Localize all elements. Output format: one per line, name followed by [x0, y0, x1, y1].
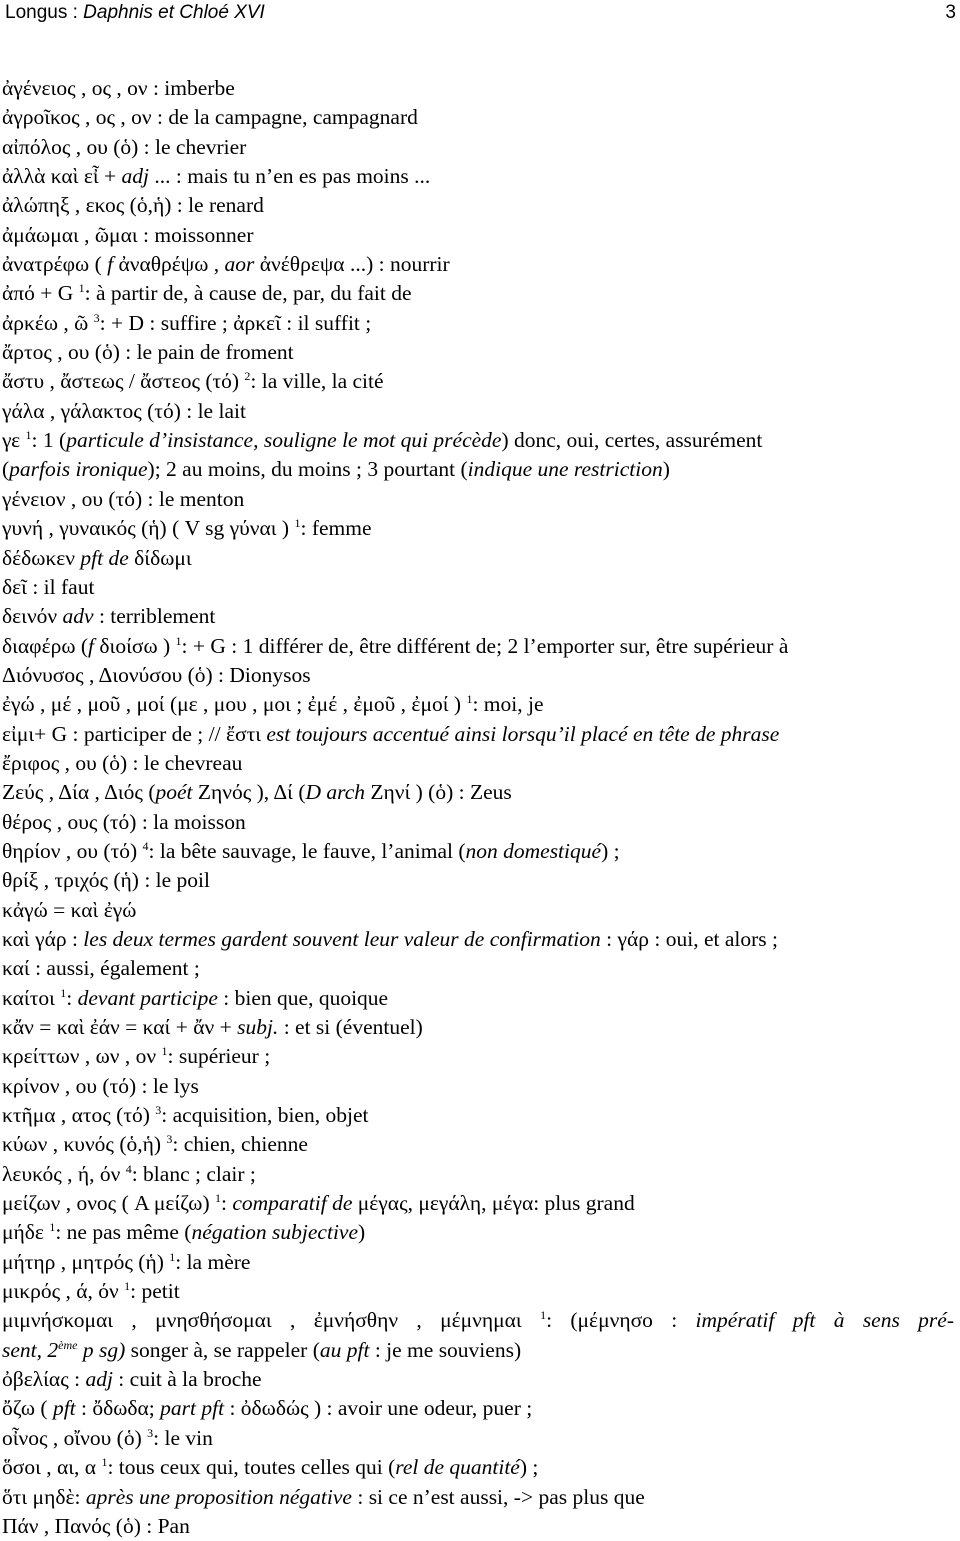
entry-text: μιμνήσκομαι , μνησθήσομαι , ἐμνήσθην , μέμνημαι [2, 1308, 541, 1333]
entry-text: ἔριφος , ου (ὁ) : le chevreau [2, 750, 243, 775]
glossary-line [2, 1277, 954, 1306]
title-prefix: Longus : [5, 2, 84, 23]
entry-text: θηρίον , ου (τό) [2, 838, 143, 863]
superscript-frequency: 3 [147, 1425, 154, 1440]
superscript-frequency: 1 [214, 1191, 221, 1206]
page-header [0, 0, 960, 30]
italic-text: part pft [160, 1396, 225, 1421]
italic-text: négation subjective [191, 1220, 359, 1245]
entry-text: ἀρκέω , ῶ [2, 310, 94, 335]
entry-text: Ζηνός ), Δί ( [192, 780, 306, 805]
italic-text: non domestiqué [465, 838, 602, 863]
entry-text: : bien que, quoique [217, 985, 389, 1010]
entry-text: δίδωμι [128, 545, 192, 570]
entry-text: ὀβελίας : [2, 1367, 86, 1392]
entry-text: : ὀδωδώς ) : avoir une odeur, puer ; [224, 1396, 533, 1421]
superscript-frequency: 1 [466, 692, 473, 707]
italic-text: après une proposition négative [85, 1484, 352, 1509]
glossary-line [2, 455, 954, 484]
entry-text: μέγας, μεγάλη, μέγα: plus grand [352, 1191, 635, 1216]
entry-text: Ζηνί ) (ὁ) : Zeus [365, 780, 512, 805]
italic-text: pft [52, 1396, 76, 1421]
entry-text: ὅτι μηδὲ: [2, 1484, 86, 1509]
entry-text: δέδωκεν [2, 545, 81, 570]
glossary-line [2, 1189, 954, 1218]
entry-text: ἄστυ , ἄστεως / ἄστεος (τό) [2, 369, 245, 394]
italic-text: devant participe [77, 985, 218, 1010]
glossary-line [2, 1394, 954, 1423]
glossary-line [2, 367, 954, 396]
entry-text: : si ce n’est aussi, -> pas plus que [351, 1484, 645, 1509]
glossary-line [2, 1248, 954, 1277]
italic-text: comparatif de [232, 1191, 353, 1216]
superscript-frequency: 1 [294, 516, 301, 531]
entry-text: : tous ceux qui, toutes celles qui ( [107, 1455, 396, 1480]
italic-text: poét [155, 780, 193, 805]
glossary-line [2, 1160, 954, 1189]
entry-text: ἀνέθρεψα ...) : nourrir [254, 252, 450, 277]
glossary-line [2, 954, 954, 983]
entry-text: ( [2, 457, 10, 482]
glossary-line [2, 1512, 954, 1541]
entry-text: ἀπό + G [2, 281, 79, 306]
entry-text: ἀναθρέψω , [113, 252, 225, 277]
glossary-line [2, 984, 954, 1013]
superscript-frequency: ème [58, 1337, 78, 1352]
glossary-line [2, 133, 954, 162]
entry-text: μήδε [2, 1220, 50, 1245]
entry-text: καίτοι [2, 985, 61, 1010]
entry-text: ) ; [601, 838, 620, 863]
entry-text: : le vin [153, 1425, 213, 1450]
entry-text: θέρος , ους (τό) : la moisson [2, 809, 246, 834]
glossary-line [2, 925, 954, 954]
entry-text: κρείττων , ων , ον [2, 1044, 162, 1069]
entry-text: : la mère [175, 1249, 251, 1274]
glossary-line [2, 837, 954, 866]
superscript-frequency: 3 [155, 1103, 162, 1118]
entry-text: μήτηρ , μητρός (ἡ) [2, 1249, 170, 1274]
entry-text: οἶνος , οἴνου (ὁ) [2, 1425, 148, 1450]
italic-text: indique une restriction [467, 457, 663, 482]
entry-text: ) donc, oui, certes, assurément [501, 428, 763, 453]
italic-text: est toujours accentué ainsi lorsqu’il placé en tête de phrase [266, 721, 780, 746]
italic-text: f [88, 633, 95, 658]
entry-text: ἀγροῖκος , ος , ον : de la campagne, campagnard [2, 105, 418, 130]
glossary-line [2, 1336, 954, 1365]
glossary-line [2, 749, 954, 778]
entry-text: ) [358, 1220, 366, 1245]
entry-text: : ne pas même ( [55, 1220, 192, 1245]
glossary-line [2, 426, 954, 455]
glossary-line [2, 866, 954, 895]
entry-text: κτῆμα , ατος (τό) [2, 1103, 156, 1128]
entry-text: κἄν = καὶ ἐάν = καί + ἄν + [2, 1015, 238, 1039]
glossary-line [2, 544, 954, 573]
entry-text: Ζεύς , Δία , Διός ( [2, 780, 156, 805]
italic-text: adj [121, 164, 149, 189]
glossary-line [2, 778, 954, 807]
entry-text: ); 2 au moins, du moins ; 3 pourtant ( [147, 457, 468, 482]
italic-text: aor [224, 252, 255, 277]
italic-text: sent, 2 [2, 1337, 59, 1362]
entry-text: : la bête sauvage, le fauve, l’animal ( [148, 838, 466, 863]
entry-text: ἀμάωμαι , ῶμαι : moissonner [2, 222, 254, 247]
glossary-line [2, 397, 954, 426]
entry-text: δεῖ : il faut [2, 574, 95, 599]
glossary-line [2, 103, 954, 132]
entry-text: : terriblement [93, 604, 216, 629]
glossary-line [2, 602, 954, 631]
entry-text: μείζων , ονος ( A μείζω) [2, 1191, 215, 1216]
glossary-line [2, 1483, 954, 1512]
superscript-frequency: 1 [175, 633, 182, 648]
glossary-line [2, 1365, 954, 1394]
entry-text: μικρός , ά, όν [2, 1279, 125, 1304]
italic-text: parfois ironique [9, 457, 148, 482]
glossary-line [2, 1072, 954, 1101]
glossary-line [2, 1424, 954, 1453]
entry-text: : je me souviens) [369, 1337, 522, 1362]
superscript-frequency: 1 [25, 428, 32, 443]
glossary-line [2, 191, 954, 220]
italic-text: p sg) [77, 1337, 126, 1362]
glossary-line [2, 661, 954, 690]
superscript-frequency: 1 [101, 1455, 108, 1470]
entry-text: : à partir de, à cause de, par, du fait de [84, 281, 412, 306]
entry-text: : [220, 1191, 233, 1216]
entry-text: : (μέμνησο : [546, 1308, 696, 1333]
entry-text: ἐγώ , μέ , μοῦ , μοί (με , μου , μοι ; ἐμέ , ἐμοῦ , ἐμοί ) [2, 692, 467, 717]
entry-text: λευκός , ή, όν [2, 1161, 126, 1186]
entry-text: ὄζω ( [2, 1396, 53, 1421]
glossary-line [2, 1130, 954, 1159]
entry-text: δεινόν [2, 604, 63, 629]
entry-text: : ὄδωδα; [75, 1396, 161, 1421]
glossary-line [2, 632, 954, 661]
italic-text: D arch [305, 780, 366, 805]
glossary-line [2, 485, 954, 514]
superscript-frequency: 1 [169, 1249, 176, 1264]
glossary-line [2, 720, 954, 749]
entry-text: : petit [130, 1279, 180, 1304]
superscript-frequency: 3 [93, 310, 100, 325]
entry-text: : + D : suffire ; ἀρκεῖ : il suffit ; [99, 310, 372, 335]
superscript-frequency: 1 [161, 1044, 168, 1059]
italic-text: pft de [80, 545, 129, 570]
title-work: Daphnis et Chloé XVI [83, 2, 265, 23]
glossary-line [2, 221, 954, 250]
glossary-line [2, 338, 954, 367]
entry-text: διοίσω ) [94, 633, 176, 658]
glossary-line [2, 74, 954, 103]
entry-text: : + G : 1 différer de, être différent de; 2 l’emporter sur, être supérieur à [181, 633, 789, 658]
entry-text: ) [662, 457, 670, 482]
entry-text: κύων , κυνός (ὁ,ἡ) [2, 1132, 167, 1157]
glossary-line [2, 1101, 954, 1130]
italic-text: impératif pft à sens pré- [695, 1308, 954, 1333]
entry-text: εἰμι+ G : participer de ; // ἔστι [2, 721, 267, 746]
superscript-frequency: 1 [49, 1220, 56, 1235]
entry-text: κἀγώ = καὶ ἐγώ [2, 897, 137, 922]
entry-text: ἀλλὰ καὶ εἶ + [2, 164, 122, 189]
entry-text: διαφέρω ( [2, 633, 89, 658]
glossary-line [2, 690, 954, 719]
superscript-frequency: 1 [78, 281, 85, 296]
italic-text: les deux termes gardent souvent leur valeur de confirmation [83, 926, 601, 951]
superscript-frequency: 4 [125, 1161, 132, 1176]
entry-text: : cuit à la broche [112, 1367, 262, 1392]
entry-text: : moi, je [472, 692, 544, 717]
glossary-line [2, 309, 954, 338]
glossary-entries [2, 74, 954, 1541]
entry-text: θρίξ , τριχός (ἡ) : le poil [2, 868, 211, 893]
glossary-line [2, 1453, 954, 1482]
glossary-line [2, 250, 954, 279]
italic-text: au pft [319, 1337, 370, 1362]
entry-text: καί : aussi, également ; [2, 956, 200, 981]
glossary-line [2, 162, 954, 191]
superscript-frequency: 2 [244, 369, 251, 384]
entry-text: : la ville, la cité [250, 369, 384, 394]
italic-text: f [107, 252, 114, 277]
entry-text: γένειον , ου (τό) : le menton [2, 486, 245, 511]
glossary-line [2, 1306, 954, 1335]
superscript-frequency: 3 [166, 1132, 173, 1147]
page-number: 3 [945, 2, 956, 23]
entry-text: αἰπόλος , ου (ὁ) : le chevrier [2, 134, 247, 159]
entry-text: : [66, 985, 78, 1010]
entry-text: Πάν , Πανός (ὁ) : Pan [2, 1513, 190, 1538]
glossary-line [2, 1218, 954, 1247]
glossary-line [2, 808, 954, 837]
entry-text: : 1 ( [31, 428, 67, 453]
superscript-frequency: 4 [142, 838, 149, 853]
entry-text: : femme [300, 516, 372, 541]
entry-text: κρίνον , ου (τό) : le lys [2, 1073, 199, 1098]
entry-text: γε [2, 428, 26, 453]
italic-text: rel de quantité [395, 1455, 520, 1480]
glossary-line [2, 573, 954, 602]
glossary-line [2, 279, 954, 308]
glossary-line [2, 1013, 954, 1042]
running-title [5, 2, 265, 24]
entry-text: songer à, se rappeler ( [125, 1337, 320, 1362]
entry-text: γάλα , γάλακτος (τό) : le lait [2, 398, 246, 423]
entry-text: Διόνυσος , Διονύσου (ὁ) : Dionysos [2, 662, 311, 687]
entry-text: : et si (éventuel) [278, 1015, 423, 1039]
superscript-frequency: 1 [60, 985, 67, 1000]
entry-text: ὅσοι , αι, α [2, 1455, 102, 1480]
glossary-line [2, 896, 954, 925]
superscript-frequency: 1 [540, 1308, 547, 1323]
entry-text: ἀγένειος , ος , ον : imberbe [2, 76, 235, 100]
entry-text: ... : mais tu n’en es pas moins ... [149, 164, 431, 189]
entry-text: : γάρ : oui, et alors ; [600, 926, 778, 951]
superscript-frequency: 1 [124, 1279, 131, 1294]
italic-text: particule d’insistance, souligne le mot qui précède [66, 428, 502, 453]
glossary-line [2, 514, 954, 543]
italic-text: adj [85, 1367, 113, 1392]
entry-text: ἀλώπηξ , εκος (ὁ,ἡ) : le renard [2, 193, 264, 218]
entry-text: ἄρτος , ου (ὁ) : le pain de froment [2, 340, 294, 365]
entry-text: : blanc ; clair ; [131, 1161, 256, 1186]
entry-text: ἀνατρέφω ( [2, 252, 108, 277]
entry-text: : supérieur ; [167, 1044, 271, 1069]
entry-text: γυνή , γυναικός (ἡ) ( V sg γύναι ) [2, 516, 295, 541]
entry-text: ) ; [519, 1455, 539, 1480]
entry-text: καὶ γάρ : [2, 926, 84, 951]
entry-text: : chien, chienne [172, 1132, 308, 1157]
entry-text: : acquisition, bien, objet [161, 1103, 369, 1128]
glossary-line [2, 1042, 954, 1071]
italic-text: adv [62, 604, 94, 629]
italic-text: subj. [237, 1015, 279, 1039]
